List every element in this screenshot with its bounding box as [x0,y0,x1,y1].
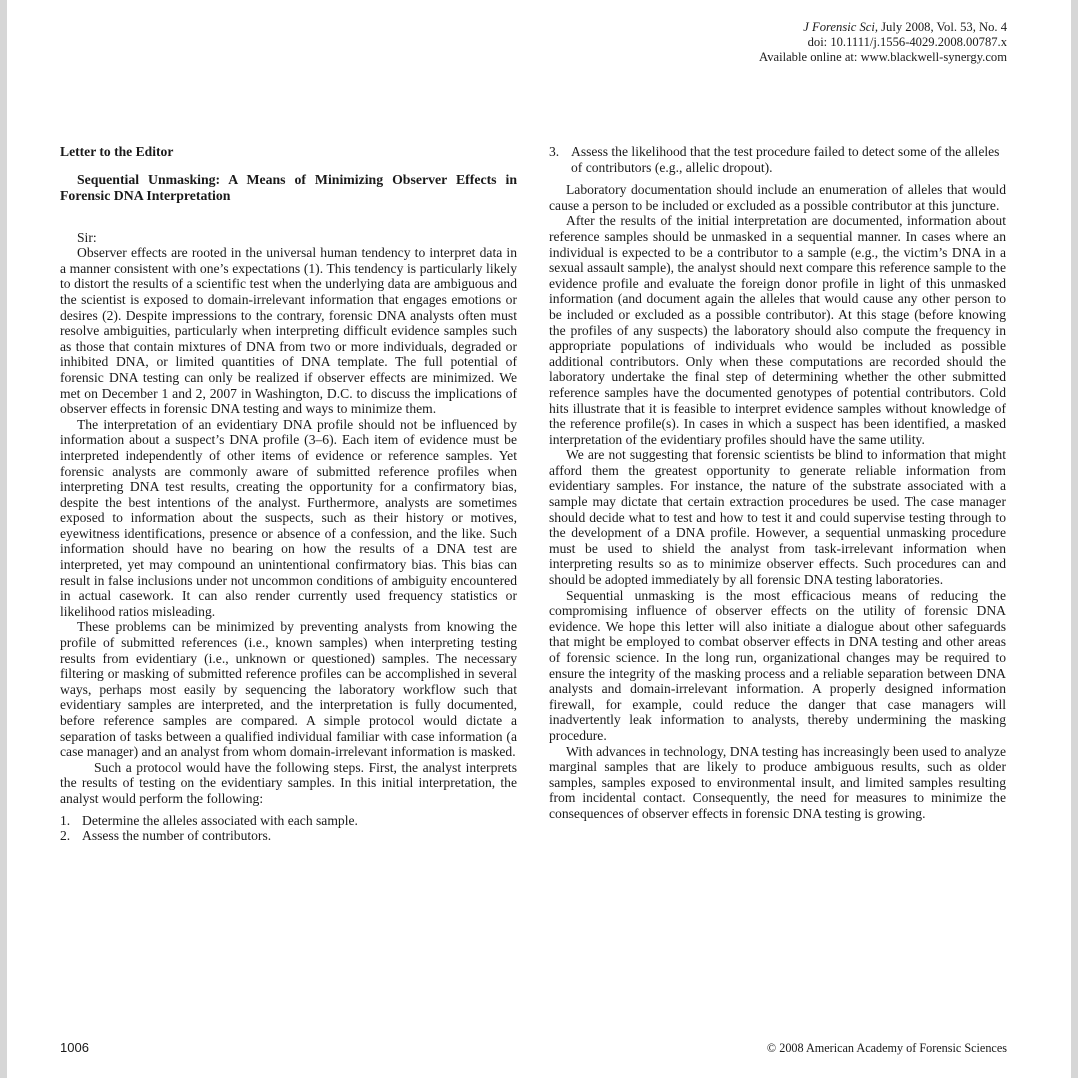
document-page [7,0,1071,1078]
journal-name: J Forensic Sci, [803,20,878,34]
list-item [549,144,1006,175]
list-text: Assess the number of contributors. [82,828,272,844]
protocol-steps-list [60,813,517,844]
left-column [60,144,517,844]
doi-line: doi: 10.1111/j.1556-4029.2008.00787.x [807,35,1007,49]
salutation: Sir: [77,229,97,245]
paragraph: With advances in technology, DNA testing has increasingly been used to analyze marginal samples that are likely to produce ambiguous results, such as older samples, samples exposed to environmental insult, and limited samples resulting from incidental contact. Consequently, the need for measures to minimize the consequences of observer effects in forensic DNA testing is growing. [549,743,1006,821]
paragraph: These problems can be minimized by preventing analysts from knowing the profile of submitted references (i.e., known samples) when interpreting testing results from evidentiary (i.e., unknown or questioned) samples. The necessary filtering or masking of submitted reference profiles can be accomplished in several ways, perhaps most easily by sequencing the laboratory workflow such that evidentiary samples are interpreted, and the interpretation is fully documented, before reference samples are compared. A simple protocol would dictate a separation of tasks between a qualified individual familiar with case information (a case manager) and an analyst from whom domain-irrelevant information is masked. [60,619,517,760]
paragraph: We are not suggesting that forensic scientists be blind to information that might afford them the greatest opportunity to generate reliable information from evidentiary samples. For instance, the nature of the substrate associated with a sample may dictate that certain extraction procedures be used. The case manager should decide what to test and how to test it and could supervise testing through to the development of a DNA profile. However, a sequential unmasking procedure must be used to shield the analyst from task-irrelevant information when interpreting results so as to minimize observer effects. Such procedures can and should be adopted immediately by all forensic DNA testing laboratories. [549,447,1006,588]
list-item [60,828,517,844]
journal-header [759,20,1007,65]
paragraph: Laboratory documentation should include an enumeration of alleles that would cause a person to be included or excluded as a possible contributor at this juncture. [549,182,1006,213]
list-number: 1. [60,812,71,828]
list-text: Determine the alleles associated with each sample. [82,812,358,828]
list-text: Assess the likelihood that the test procedure failed to detect some of the alleles of contributors (e.g., allelic dropout). [571,144,1000,175]
journal-issue: July 2008, Vol. 53, No. 4 [878,20,1007,34]
paragraph: Such a protocol would have the following steps. First, the analyst interprets the results of testing on the evidentiary samples. In this initial interpretation, the analyst would perform the following: [60,759,517,806]
page-number: 1006 [60,1040,89,1055]
right-column [549,144,1006,822]
copyright-notice: © 2008 American Academy of Forensic Sciences [766,1041,1007,1055]
journal-citation [759,20,1007,35]
protocol-steps-list-continued [549,144,1006,175]
paragraph: The interpretation of an evidentiary DNA profile should not be influenced by information about a suspect’s DNA profile (3–6). Each item of evidence must be interpreted independently of other items of evidence or reference samples. Yet forensic analysts are commonly aware of submitted reference profiles when interpreting DNA test results, creating the opportunity for a confirmatory bias, despite the best intentions of the analyst. Furthermore, analysts are sometimes exposed to information about the suspects, such as their history or motives, eyewitness identifications, presence or absence of a confession, and the like. Such information should have no bearing on how the results of a DNA test are interpreted, yet may compound an unintentional confirmatory bias. This bias can result in false inclusions under not uncommon conditions of ambiguity encountered in actual casework. It can also render currently used frequency statistics or likelihood ratios misleading. [60,416,517,619]
availability-line: Available online at: www.blackwell-synergy.com [759,50,1007,64]
article-title: Sequential Unmasking: A Means of Minimizing Observer Effects in Forensic DNA Interpretation [60,171,517,203]
paragraph: After the results of the initial interpretation are documented, information about reference samples should be unmasked in a sequential manner. In cases where an individual is expected to be a contributor to a sample (e.g., the victim’s DNA in a sexual assault sample), the analyst should next compare this reference sample to the evidence profile and evaluate the foreign donor profile in light of this unmasked information (and document again the alleles that would cause any other person to be included or excluded as a possible contributor). At this stage (before knowing the profiles of any suspects) the laboratory should also compute the frequency in appropriate populations of individuals who would be included as possible additional contributors. Only when these computations are recorded should the laboratory undertake the final step of determining whether the other submitted reference samples have the documented genotypes of potential contributors. Cold hits illustrate that it is feasible to interpret evidence samples without knowledge of the reference profile(s). In cases in which a suspect has been identified, a masked interpretation of the evidentiary profiles should have the same utility. [549,213,1006,447]
paragraph: Observer effects are rooted in the universal human tendency to interpret data in a manner consistent with one’s expectations (1). This tendency is particularly likely to distort the results of a scientific test when the underlying data are ambiguous and the scientist is exposed to domain-irrelevant information that engages emotions or desires (2). Despite impressions to the contrary, forensic DNA analysts often must resolve ambiguities, particularly when interpreting difficult evidence samples such as those that contain mixtures of DNA from two or more individuals, degraded or inhibited DNA, or limited quantities of DNA template. The full potential of forensic DNA testing can only be realized if observer effects are minimized. We met on December 1 and 2, 2007 in Washington, D.C. to discuss the implications of observer effects in forensic DNA testing and ways to minimize them. [60,245,517,417]
section-label: Letter to the Editor [60,144,174,159]
list-item [60,813,517,829]
paragraph: Sequential unmasking is the most efficacious means of reducing the compromising influence of observer effects on the utility of forensic DNA evidence. We hope this letter will also initiate a dialogue about other safeguards that might be employed to combat observer effects in DNA testing and other areas of forensic science. In the long run, organizational changes may be required to ensure the integrity of the masking process and a reliable separation between DNA analysts and domain-irrelevant information. A properly designed information firewall, for example, could reduce the danger that case managers will inadvertently leak information to analysts, thereby undermining the masking procedure. [549,587,1006,743]
list-number: 2. [60,828,71,844]
list-number: 3. [549,144,560,159]
